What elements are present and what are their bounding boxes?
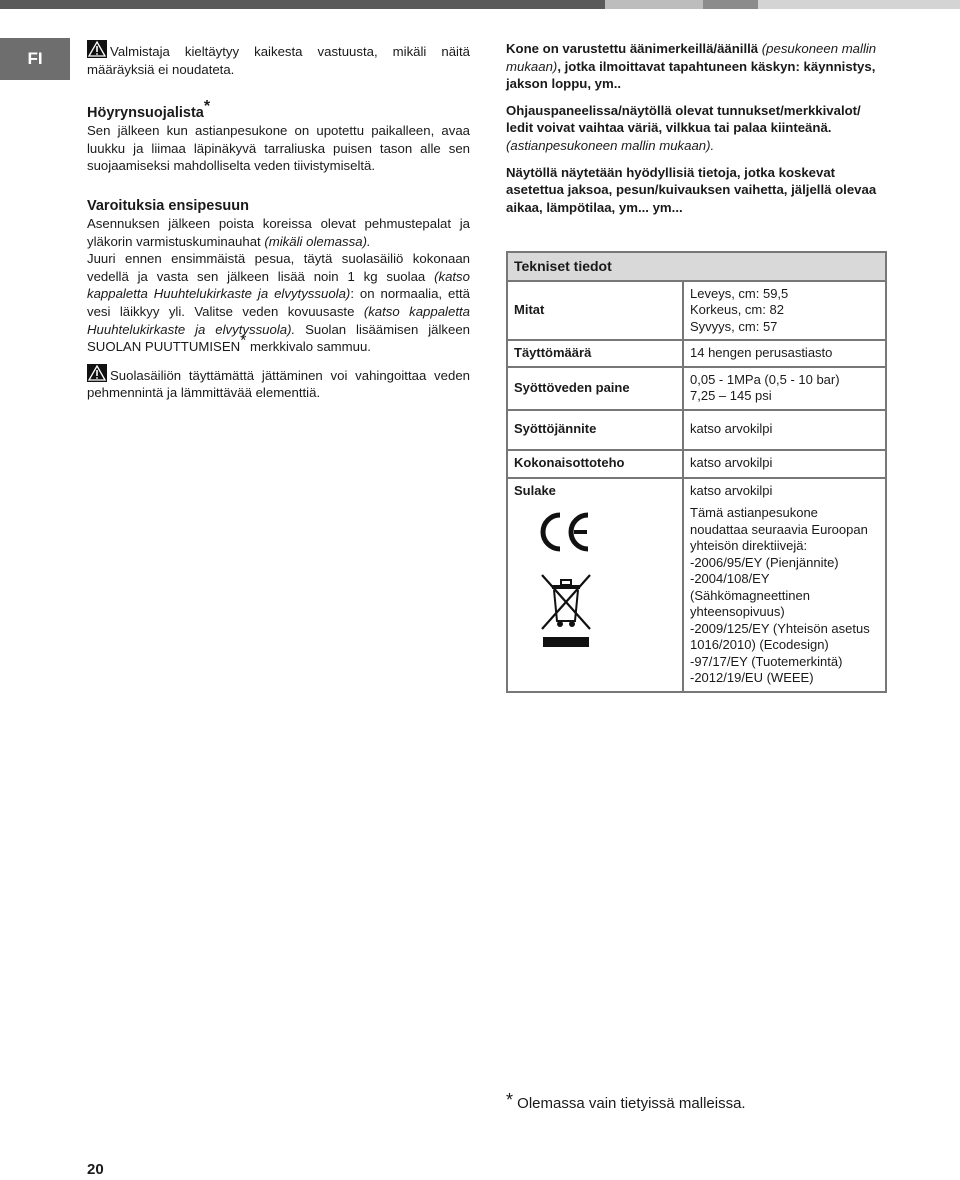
panel-indicators-text: Ohjauspaneelissa/näytöllä olevat tunnukset/merkkivalot/ ledit voivat vaihtaa väriä, vilkkua tai palaa kiinteänä. (astianpesukoneen mallin mukaan). xyxy=(506,102,861,153)
display-info-text: Näytöllä näytetään hyödyllisiä tietoja, jotka koskevat asetettua jaksoa, pesun/kuivauksen vaihetta, jäljellä olevaa aikaa, lämpötilaa, ym... ym... xyxy=(506,164,877,215)
steam-guard-text: Sen jälkeen kun astianpesukone on upotettu paikalleen, avaa luukku ja liimaa läpinäkyvä tarraliuska puisen tason alle sen suojaamiseksi mahdolliselta veden tiivistymiseltä. xyxy=(87,123,470,174)
first-wash-text-1: Asennuksen jälkeen poista koreissa olevat pehmustepalat ja yläkorin varmistuskuminauhat (mikäli olemassa). xyxy=(87,215,470,249)
salt-warning-text: Suolasäiliön täyttämättä jättäminen voi vahingoittaa veden pehmennintä ja lämmittävää elementtiä. xyxy=(87,367,470,401)
manufacturer-warning xyxy=(87,40,470,78)
right-column xyxy=(506,40,889,216)
language-tab xyxy=(0,38,70,80)
warning-icon xyxy=(87,40,107,58)
technical-data-table xyxy=(506,251,887,693)
first-wash-heading: Varoituksia ensipesuun xyxy=(87,197,249,214)
table-row: Syöttöjännite katso arvokilpi xyxy=(507,410,886,450)
table-row: Kokonaisottoteho katso arvokilpi xyxy=(507,450,886,478)
footnote-star: * xyxy=(506,1090,514,1110)
sound-signals-text: Kone on varustettu äänimerkeillä/äänillä (pesukoneen mallin mukaan), jotka ilmoittavat tapahtuneen käskyn: käynnistys, jakson loppu, ym.. xyxy=(506,41,877,92)
table-title: Tekniset tiedot xyxy=(507,252,886,281)
left-column xyxy=(87,40,470,402)
first-wash-text-2: Juuri ennen ensimmäistä pesua, täytä suolasäiliö kokonaan vedellä ja vasta sen jälkeen lisää noin 1 kg suolaa (katso kappaletta Huuhtelukirkaste ja elvytyssuola): on normaalia, että vesi läikkyy yli. Valitse veden kovuusaste (katso kappaletta Huuhtelukirkaste ja elvytyssuola). Suolan lisäämisen jälkeen SUOLAN PUUTTUMISEN* merkkivalo sammuu. xyxy=(87,251,471,355)
manufacturer-warning-text: Valmistaja kieltäytyy kaikesta vastuusta, mikäli näitä määräyksiä ei noudateta. xyxy=(87,44,470,77)
page-number: 20 xyxy=(87,1161,104,1178)
compliance-row: Tämä astianpesukone noudattaa seuraavia Euroopan yhteisön direktiivejä: -2006/95/EY (Pienjännite) -2004/108/EY (Sähkömagneettinen yhteensopivuus) -2009/125/EY (Yhteisön asetus 1016/2010) (Ecodesign) -97/17/EY (Tuotemerkintä) -2012/19/EU (WEEE) xyxy=(507,503,886,692)
table-row: Mitat Leveys, cm: 59,5 Korkeus, cm: 82 Syvyys, cm: 57 xyxy=(507,281,886,341)
warning-icon xyxy=(87,364,107,382)
salt-warning xyxy=(87,364,470,402)
top-color-bar xyxy=(0,0,960,9)
weee-crossed-bin-icon xyxy=(536,571,596,651)
table-row: Täyttömäärä 14 hengen perusastiasto xyxy=(507,340,886,367)
table-row: Syöttöveden paine 0,05 - 1MPa (0,5 - 10 bar) 7,25 – 145 psi xyxy=(507,367,886,410)
footnote xyxy=(506,1090,746,1112)
ce-mark-icon xyxy=(536,509,596,555)
footnote-text: Olemassa vain tietyissä malleissa. xyxy=(513,1095,746,1112)
table-row: Sulake katso arvokilpi xyxy=(507,478,886,504)
steam-guard-heading: Höyrynsuojalista* xyxy=(87,98,211,122)
language-code: FI xyxy=(27,49,43,68)
